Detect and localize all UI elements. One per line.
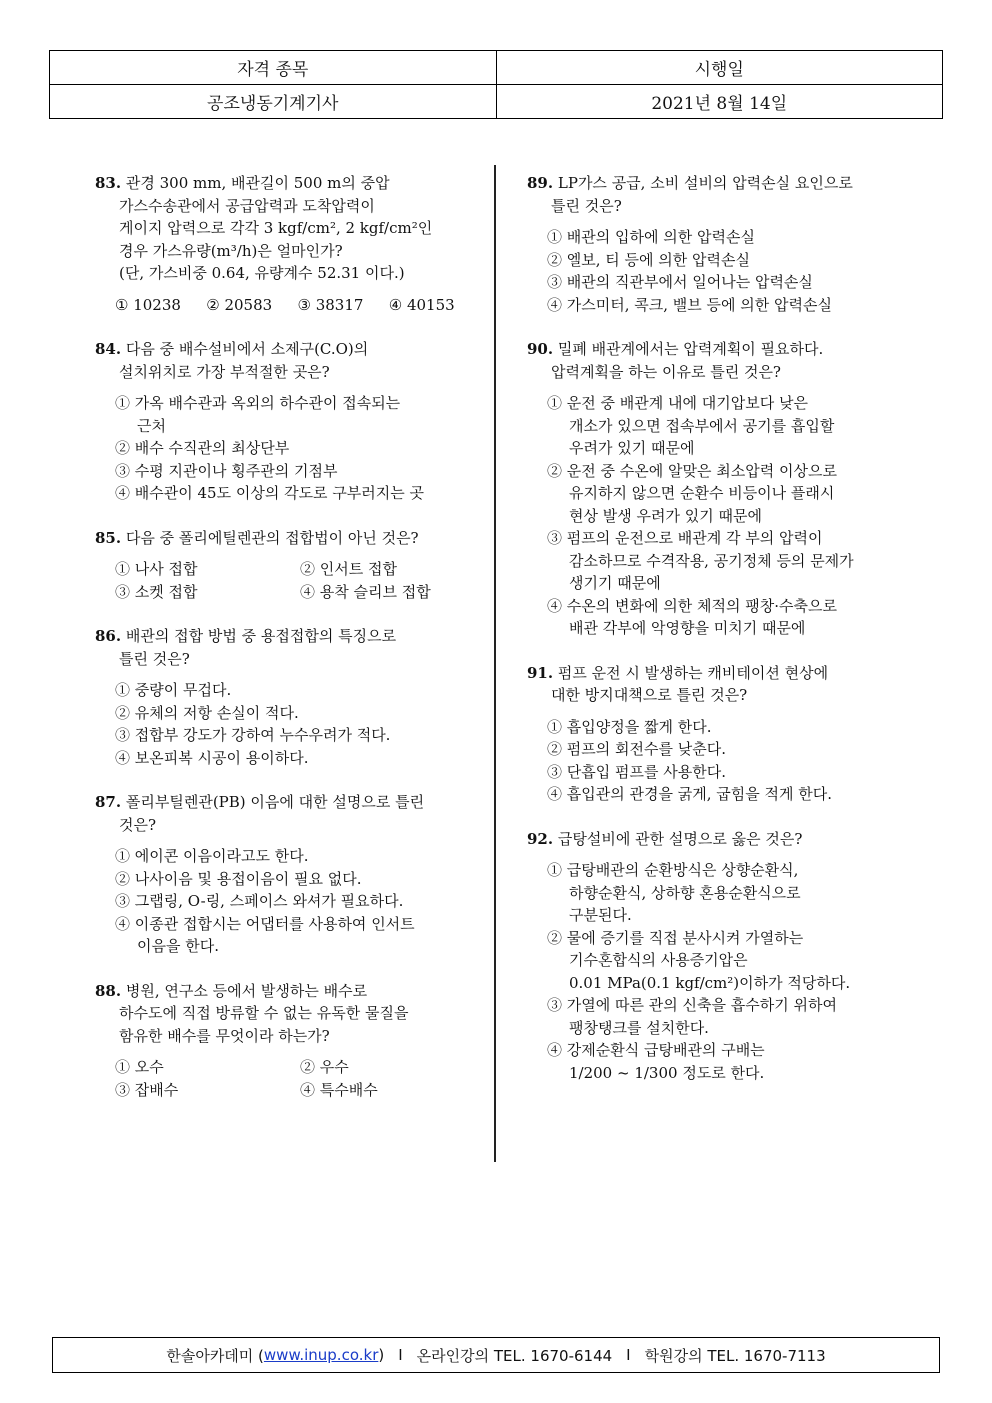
option-3: ③ 단흡입 펌프를 사용한다. [547,762,726,781]
option-2: ② 엘보, 티 등에 의한 압력손실 [547,250,750,269]
option-2: ② 배수 수직관의 최상단부 [115,439,290,457]
option-2: ② 운전 중 수온에 알맞은 최소압력 이상으로 유지하지 않으면 순환수 비등이나 플래시 현상 발생 우려가 있기 때문에 [547,461,837,525]
options [95,558,480,603]
option-1: ① 오수 [115,1058,164,1076]
footer-separator: I [398,1346,403,1364]
option-2: ② 물에 증기를 직접 분사시켜 가열하는 기수혼합식의 사용증기압은 0.01 MPa(0.1 kgf/cm²)이하가 적당하다. [547,928,851,992]
question-body: 다음 중 폴리에틸렌관의 접합법이 아닌 것은? [125,528,419,547]
option-3: ③ 38317 [297,295,364,314]
question-body: 다음 중 배수설비에서 소제구(C.O)의 설치위치로 가장 부적절한 곳은? [119,340,369,381]
question-number: 91. [527,663,554,682]
question-84 [95,338,480,505]
option-1: ① 가옥 배수관과 옥외의 하수관이 접속되는 근처 [115,394,401,435]
option-1: ① 운전 중 배관계 내에 대기압보다 낮은 개소가 있으면 접속부에서 공기를 흡입할 우려가 있기 때문에 [547,394,835,457]
option-3: ③ 배관의 직관부에서 일어나는 압력손실 [547,273,813,291]
question-number: 89. [527,174,554,192]
question-text [95,625,480,670]
option-2: ② 20583 [206,295,273,314]
right-column [527,172,927,1106]
options [527,716,927,806]
question-83 [95,172,480,316]
header-subject-value: 공조냉동기계기사 [50,85,497,119]
option-1: ① 배관의 입하에 의한 압력손실 [547,228,755,246]
question-number: 88. [95,981,122,1000]
footer-separator: I [626,1346,631,1364]
footer [52,1337,940,1373]
question-number: 85. [95,528,122,547]
question-text [95,338,480,383]
question-91 [527,662,927,806]
option-3: ③ 소켓 접합 [115,582,198,601]
options [527,226,927,316]
option-4: ④ 수온의 변화에 의한 체적의 팽창·수축으로 배관 각부에 악영향을 미치기 때문에 [547,596,837,637]
option-3: ③ 가열에 따른 관의 신축을 흡수하기 위하여 팽창탱크를 설치한다. [547,996,837,1037]
option-4: ④ 가스미터, 콕크, 밸브 등에 의한 압력손실 [547,295,832,314]
question-number: 92. [527,829,554,848]
question-text [95,172,480,285]
option-2: ② 인서트 접합 [300,560,397,578]
option-1: ① 10238 [115,295,181,314]
option-2: ② 나사이음 및 용접이음이 필요 없다. [115,869,362,888]
question-90 [527,338,927,640]
option-3: ③ 수평 지관이나 횡주관의 기점부 [115,461,338,480]
option-1: ① 급탕배관의 순환방식은 상향순환식, 하향순환식, 상하향 혼용순환식으로 구분된다. [547,861,801,924]
question-86 [95,625,480,769]
option-4: ④ 보온피복 시공이 용이하다. [115,748,309,767]
option-4: ④ 흡입관의 관경을 굵게, 굽힘을 적게 한다. [547,785,832,803]
option-2: ② 유체의 저항 손실이 적다. [115,703,299,722]
options [95,845,480,958]
options [95,294,480,317]
question-body: 펌프 운전 시 발생하는 캐비테이션 현상에 대한 방지대책으로 틀린 것은? [551,663,829,704]
header-date-value: 2021년 8월 14일 [496,85,943,119]
question-text [527,662,927,707]
option-1: ① 흡입양정을 짧게 한다. [547,717,712,736]
option-3: ③ 접합부 강도가 강하여 누수우려가 적다. [115,726,391,744]
question-body: 배관의 접합 방법 중 용접접합의 특징으로 틀린 것은? [119,627,397,668]
question-body: 밀폐 배관계에서는 압력계획이 필요하다. 압력계획을 하는 이유로 틀린 것은? [551,340,824,381]
question-text [95,791,480,836]
question-87 [95,791,480,958]
option-4: ④ 40153 [388,295,455,314]
option-4: ④ 강제순환식 급탕배관의 구배는 1/200 ~ 1/300 정도로 한다. [547,1041,765,1082]
footer-academy: 한솔아카데미 ( [166,1346,264,1365]
question-number: 86. [95,627,122,645]
option-4: ④ 특수배수 [300,1080,378,1099]
question-number: 84. [95,340,122,358]
question-88 [95,980,480,1102]
question-number: 87. [95,793,122,811]
option-4: ④ 용착 슬리브 접합 [300,582,431,601]
question-text [95,527,480,550]
question-text [527,338,927,383]
option-2: ② 펌프의 회전수를 낮춘다. [547,740,726,758]
question-body: 병원, 연구소 등에서 발생하는 배수로 하수도에 직접 방류할 수 없는 유독한 물질을 함유한 배수를 무엇이라 하는가? [119,981,409,1045]
options [95,1056,480,1101]
footer-offline-tel: 학원강의 TEL. 1670-7113 [644,1346,826,1365]
options [95,392,480,505]
footer-online-tel: 온라인강의 TEL. 1670-6144 [416,1346,613,1365]
header-subject-label: 자격 종목 [50,51,497,85]
question-text [527,828,927,851]
option-1: ① 에이콘 이음이라고도 한다. [115,847,309,865]
option-1: ① 중량이 무겁다. [115,681,232,699]
options [527,859,927,1084]
left-column [95,172,480,1123]
option-3: ③ 잡배수 [115,1080,179,1099]
option-3: ③ 펌프의 운전으로 배관계 각 부의 압력이 감소하므로 수격작용, 공기정체 등의 문제가 생기기 때문에 [547,529,854,592]
footer-url-link[interactable]: www.inup.co.kr [263,1346,379,1364]
question-number: 83. [95,174,122,192]
option-4: ④ 이종관 접합시는 어댑터를 사용하여 인서트 이음을 한다. [115,914,415,955]
question-text [95,980,480,1048]
question-89 [527,172,927,316]
option-1: ① 나사 접합 [115,560,198,578]
header-table [49,50,943,119]
option-3: ③ 그랩링, O-링, 스페이스 와셔가 필요하다. [115,892,404,910]
option-4: ④ 배수관이 45도 이상의 각도로 구부러지는 곳 [115,484,425,502]
question-body: 급탕설비에 관한 설명으로 옳은 것은? [557,829,803,848]
question-text [527,172,927,217]
question-body: 관경 300 mm, 배관길이 500 m의 중압 가스수송관에서 공급압력과 도착압력이 게이지 압력으로 각각 3 kgf/cm², 2 kgf/cm²인 경우 가스유량(m³/h)은 얼마인가? (단, 가스비중 0.64, 유량계수 52.31 이다.) [119,174,433,282]
question-body: LP가스 공급, 소비 설비의 압력손실 요인으로 틀린 것은? [551,174,853,215]
footer-close-paren: ) [378,1346,385,1364]
column-divider [494,165,496,1162]
options [527,392,927,640]
question-92 [527,828,927,1085]
header-date-label: 시행일 [496,51,943,85]
options [95,679,480,769]
question-body: 폴리부틸렌관(PB) 이음에 대한 설명으로 틀린 것은? [119,793,425,834]
option-2: ② 우수 [300,1058,349,1076]
question-85 [95,527,480,604]
question-number: 90. [527,340,554,358]
